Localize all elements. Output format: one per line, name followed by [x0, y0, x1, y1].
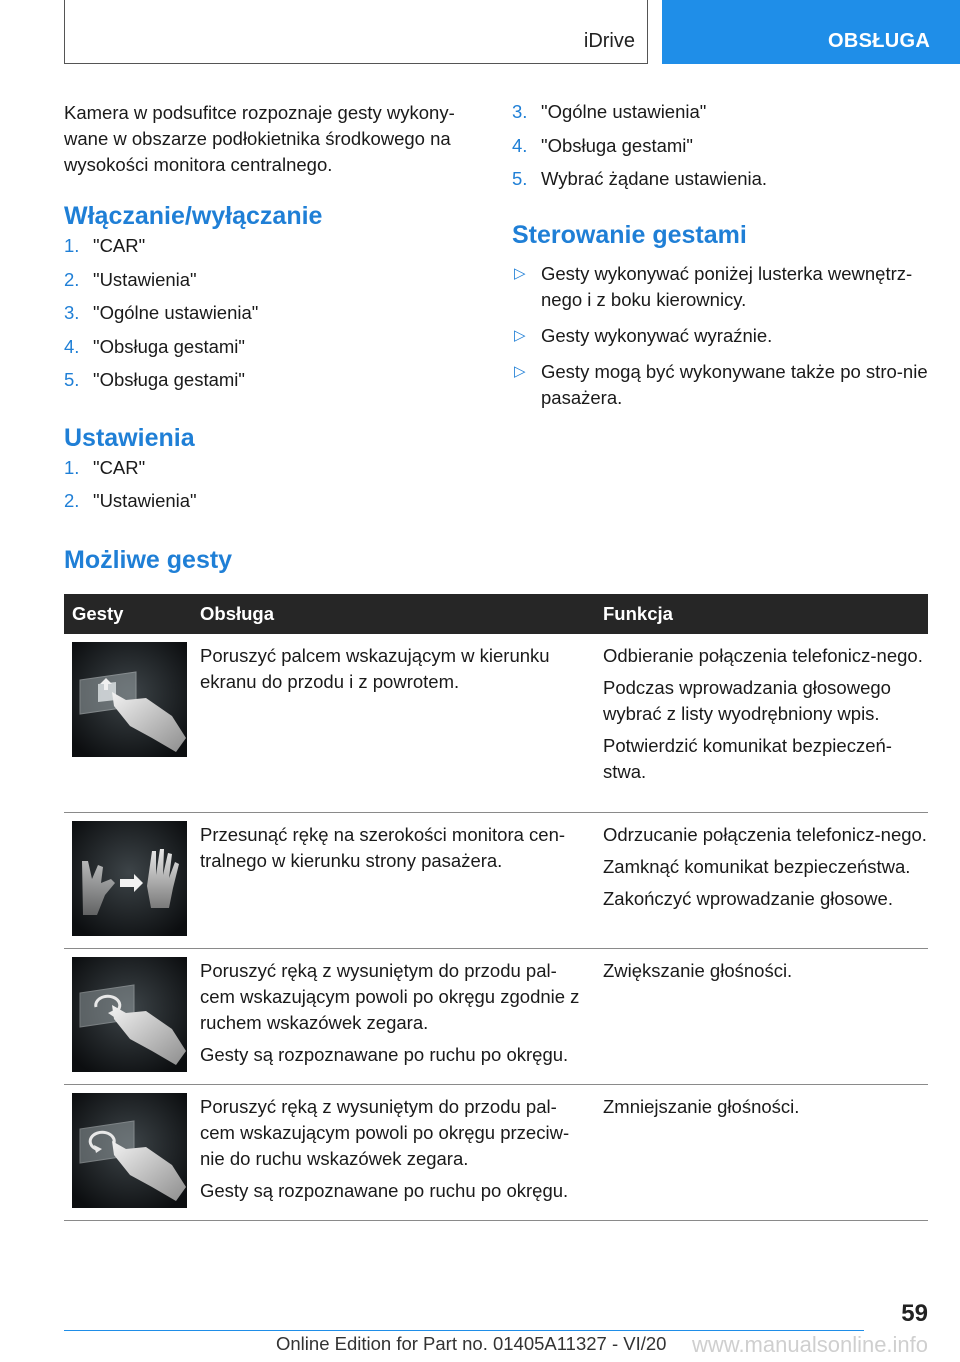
gesture-image-cell [64, 634, 190, 812]
gesture-image-cell [64, 1085, 190, 1220]
settings-heading: Ustawienia [64, 423, 195, 452]
triangle-bullet-icon: ▷ [514, 264, 526, 282]
operation-cell: Poruszyć ręką z wysuniętym do przodu pal‐cem wskazującym powoli po okręgu zgodnie z ruchem wskazówek zegara. Gesty są rozpoznawane po ruchu po okręgu. [200, 960, 580, 1065]
function-cell: Zmniejszanie głośności. [603, 1096, 800, 1117]
gesture-image-cell [64, 813, 190, 948]
page-number: 59 [901, 1300, 928, 1327]
rotate-clockwise-gesture-icon [72, 957, 187, 1072]
column-header-operation: Obsługa [200, 603, 275, 624]
list-item: 1. "CAR" [64, 235, 146, 256]
list-item: 2. "Ustawienia" [64, 268, 197, 290]
table-row [64, 634, 928, 813]
list-item: 3. "Ogólne ustawienia" [512, 101, 707, 122]
table-row [64, 813, 928, 949]
list-item: ▷ Gesty wykonywać wyraźnie. [512, 323, 930, 349]
intro-text: Kamera w podsufitce rozpoznaje gesty wykony‐wane w obszarze podłokietnika środkowego na wysokości monitora centralnego. [64, 102, 455, 175]
gestures-table [64, 594, 928, 1221]
table-header [64, 594, 928, 634]
rotate-counterclockwise-gesture-icon [72, 1093, 187, 1208]
settings-steps [64, 455, 474, 521]
list-item: 2. "Ustawienia" [64, 490, 197, 511]
possible-gestures-heading: Możliwe gesty [64, 546, 233, 574]
function-cell: Odbieranie połączenia telefonicz‐nego. Podczas wprowadzania głosowego wybrać z listy wyodrębniony wpis. Potwierdzić komunikat bezpieczeń‐stwa. [603, 645, 923, 782]
point-forward-back-gesture-icon [72, 642, 187, 757]
swipe-hand-gesture-icon [72, 821, 187, 936]
list-item: 4. "Obsługa gestami" [512, 134, 693, 156]
gesture-control-heading: Sterowanie gestami [512, 220, 747, 249]
list-item: ▷ Gesty wykonywać poniżej lusterka wewnętrz‐nego i z boku kierownicy. [512, 261, 930, 313]
table-row [64, 949, 928, 1085]
left-column [64, 100, 474, 521]
function-cell: Zwiększanie głośności. [603, 960, 793, 981]
operation-cell: Poruszyć palcem wskazującym w kierunku ekranu do przodu i z powrotem. [200, 645, 550, 692]
edition-footer: Online Edition for Part no. 01405A11327 - VI/20 [276, 1333, 667, 1354]
right-column [512, 100, 930, 411]
watermark: www.manualsonline.info [692, 1332, 929, 1357]
gesture-control-bullets [512, 261, 930, 411]
settings-steps-continued [512, 99, 930, 199]
function-cell: Odrzucanie połączenia telefonicz‐nego. Zamknąć komunikat bezpieczeństwa. Zakończyć wprowadzanie głosowe. [603, 824, 927, 909]
list-item: 5. "Obsługa gestami" [64, 369, 245, 390]
chapter-tab[interactable]: OBSŁUGA [662, 0, 960, 64]
on-off-heading: Włączanie/wyłączanie [64, 202, 323, 230]
column-header-function: Funkcja [603, 603, 673, 624]
header-frame [64, 0, 648, 64]
section-label: iDrive [583, 30, 635, 52]
list-item: 3. "Ogólne ustawienia" [64, 302, 259, 323]
list-item: 4. "Obsługa gestami" [64, 335, 245, 357]
gesture-image-cell [64, 949, 190, 1084]
triangle-bullet-icon: ▷ [514, 326, 526, 344]
column-header-gestures: Gesty [72, 603, 124, 624]
table-row [64, 1085, 928, 1221]
operation-cell: Poruszyć ręką z wysuniętym do przodu pal‐cem wskazującym powoli po okręgu przeciw‐nie do ruchu wskazówek zegara. Gesty są rozpoznawane po ruchu po okręgu. [200, 1096, 570, 1201]
operation-cell: Przesunąć rękę na szerokości monitora cen‐tralnego w kierunku strony pasażera. [200, 824, 566, 871]
list-item: 5. Wybrać żądane ustawienia. [512, 168, 768, 189]
on-off-steps [64, 233, 474, 400]
list-item: ▷ Gesty mogą być wykonywane także po stro‐nie pasażera. [512, 359, 930, 411]
triangle-bullet-icon: ▷ [514, 362, 526, 380]
footer-divider [64, 1330, 864, 1331]
list-item: 1. "CAR" [64, 456, 146, 478]
